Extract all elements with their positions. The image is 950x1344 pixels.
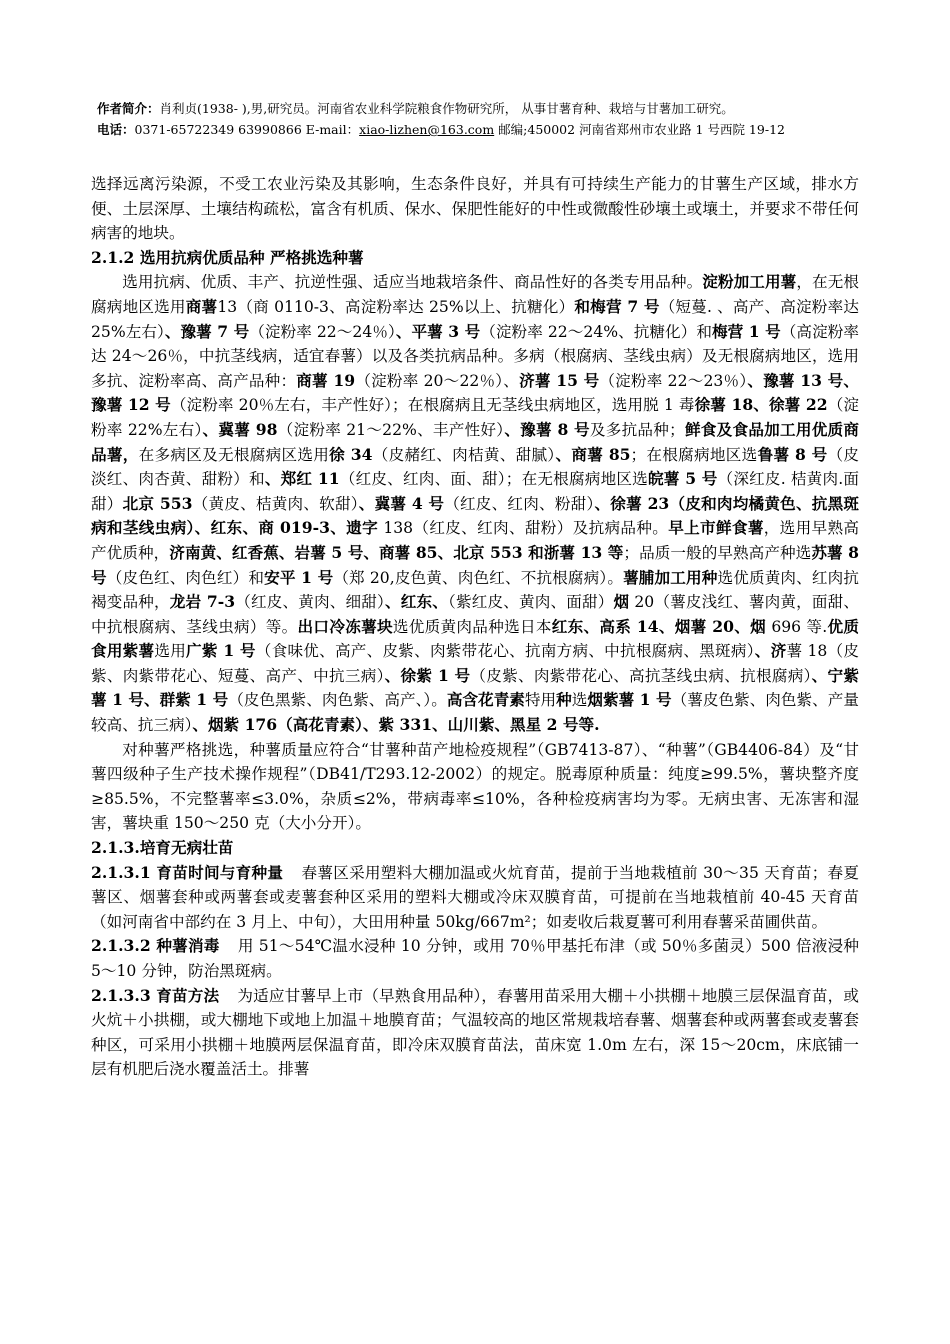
variety-text: （淀粉率 22%左右） xyxy=(91,396,859,439)
document-body xyxy=(91,172,859,1082)
postal-address: 邮编;450002 河南省郑州市农业路 1 号西院 19-12 xyxy=(494,122,785,137)
variety-name: 出口冷冻薯块 xyxy=(297,616,393,636)
variety-text: （淀粉率 22～24%、抗糖化）和 xyxy=(480,322,713,341)
variety-text: （皮色红、肉色红）和 xyxy=(106,568,265,587)
variety-text: （红皮、红肉、粉甜） xyxy=(444,494,595,513)
text-2-1-3-3: 为适应甘薯早上市（早熟食用品种），春薯用苗采用大棚＋小拱棚＋地膜三层保温育苗，或火炕＋小拱棚，或大棚地下或地上加温＋地膜育苗；气温较高的地区常规栽培春薯、烟薯套种或两薯套或麦薯套种区，可采用小拱棚＋地膜两层保温育苗，即冷床双膜育苗法，苗床宽 1.0m 左右，深 15～20cm，床底铺一层有机肥后浇水覆盖活土。排薯 xyxy=(91,986,859,1079)
variety-name: 、豫薯 8 号 xyxy=(504,419,590,439)
variety-name: 、商薯 85 xyxy=(555,444,631,464)
variety-text: 696 等. xyxy=(766,617,828,636)
contact-line xyxy=(97,119,897,140)
variety-name: 、冀薯 98 xyxy=(202,419,278,439)
variety-text: （黄皮、桔黄肉、软甜） xyxy=(192,494,359,513)
variety-text: （红皮、红肉、面、甜）；在无根腐病地区选 xyxy=(339,470,648,489)
text-2-1-3-2: 用 51～54℃温水浸种 10 分钟，或用 70％甲基托布津（或 50％多菌灵）500 倍液浸种 5～10 分钟，防治黑斑病。 xyxy=(91,937,859,980)
heading-2-1-3: 2.1.3.培育无病壮苗 xyxy=(91,838,234,858)
variety-name: 薯脯加工用种 xyxy=(623,567,718,587)
variety-text: 选用抗病、优质、丰产、抗逆性强、适应当地栽培条件、商品性好的各类专用品种。 xyxy=(122,273,703,292)
variety-text: （高淀粉率达 24～26％，中抗茎线病，适宜春薯）以及各类抗病品种。多病（根腐病、茎线虫病）及无根腐病地区，选用多抗、淀粉率高、高产品种： xyxy=(91,322,859,390)
section-2-1-3-1 xyxy=(91,861,859,935)
variety-text: （淀粉率 22～23％） xyxy=(599,371,748,390)
variety-name: 商薯 19 xyxy=(296,370,356,390)
variety-name: 烟紫薯 1 号 xyxy=(587,690,672,710)
heading-2-1-2: 2.1.2 选用抗病优质品种 严格挑选种薯 xyxy=(91,247,364,267)
variety-text: ；在根腐病地区选 xyxy=(630,445,758,464)
heading-2-1-3-2: 2.1.3.2 种薯消毒 xyxy=(91,936,220,956)
variety-text: （皮赭红、肉桔黄、甜腻） xyxy=(372,445,556,464)
variety-name: 苏薯 8 号 xyxy=(91,542,859,587)
variety-text: 138（红皮、红肉、甜粉）及抗病品种。 xyxy=(378,519,669,538)
variety-name: 广紫 1 号 xyxy=(186,641,256,661)
variety-text: （短蔓. 、高产、高淀粉率达 25%左右） xyxy=(91,297,859,341)
variety-name: 安平 1 号 xyxy=(264,567,334,587)
paragraph-site-selection: 选择远离污染源，不受工农业污染及其影响，生态条件良好，并具有可持续生产能力的甘薯生产区域，排水方便、土层深厚、土壤结构疏松，富含有机质、保水、保肥性能好的中性或微酸性砂壤土或壤土，并要求不带任何病害的地块。 xyxy=(91,175,859,243)
variety-name: 、济 xyxy=(754,641,787,661)
variety-name: 北京 553 xyxy=(122,493,193,513)
variety-text: ，选用早熟高产优质种， xyxy=(91,519,859,562)
variety-text: （皮色黑紫、肉色紫、高产、）。 xyxy=(228,691,447,710)
variety-text: 特用 xyxy=(524,691,557,710)
variety-name: 、烟紫 176（高花青素）、紫 331、山川紫、黑星 2 号等. xyxy=(192,715,600,735)
variety-name: 商薯 xyxy=(185,296,218,316)
variety-text: （淀粉率 20～22％）、 xyxy=(355,371,520,390)
variety-text: 13（商 0110-3、高淀粉率达 25%以上、抗糖化） xyxy=(217,297,575,316)
variety-name: 烟 xyxy=(613,592,630,612)
variety-text: （皮紫、肉紫带花心、高抗茎线虫病、抗根腐病） xyxy=(470,666,812,685)
heading-2-1-3-1: 2.1.3.1 育苗时间与育种量 xyxy=(91,862,284,882)
variety-text: （郑 20,皮色黄、肉色红、不抗根腐病）。 xyxy=(333,568,624,587)
variety-text: （深红皮. 桔黄肉.面甜） xyxy=(91,470,859,513)
variety-text: 选用 xyxy=(154,642,187,661)
variety-name: 、郑红 11 xyxy=(264,469,340,489)
variety-text: 选 xyxy=(571,691,588,710)
variety-text: （食味优、高产、皮紫、肉紫带花心、抗南方病、中抗根腐病、黑斑病） xyxy=(255,642,755,661)
variety-name: 、徐紫 1 号 xyxy=(384,665,471,685)
variety-name: 鲁薯 8 号 xyxy=(757,444,828,464)
variety-name: 和梅营 7 号 xyxy=(574,296,660,316)
paragraph-varieties xyxy=(91,270,859,737)
variety-name: 、宁紫薯 1 号、群紫 1 号 xyxy=(91,665,859,710)
variety-name: 梅营 1 号 xyxy=(712,321,781,341)
variety-name: 、冀薯 4 号 xyxy=(358,493,445,513)
variety-name: 高含花青素 xyxy=(446,690,525,710)
variety-text: （淀粉率 20％左右，丰产性好）；在根腐病且无茎线虫病地区，选用脱 1 毒 xyxy=(170,396,695,415)
variety-name: 淀粉加工用薯 xyxy=(702,272,797,292)
variety-name: 种 xyxy=(556,690,572,710)
variety-text: （淀粉率 21～22%、丰产性好） xyxy=(277,420,505,439)
variety-text: （紫红皮、黄肉、面甜） xyxy=(447,593,614,612)
variety-text: 在多病区及无根腐病区选用 xyxy=(138,445,330,464)
section-2-1-3-3 xyxy=(91,984,859,1082)
email-link[interactable]: xiao-lizhen@163.com xyxy=(359,122,495,137)
variety-name: 徐 34 xyxy=(329,444,373,464)
variety-text: 选优质黄肉品种选日本 xyxy=(392,617,552,636)
variety-name: 、豫薯 7 号 xyxy=(164,321,250,341)
variety-text: 及多抗品种； xyxy=(589,420,685,439)
paragraph-seed-quality: 对种薯严格挑选，种薯质量应符合“甘薯种苗产地检疫规程”（GB7413-87）、“种薯”（GB4406-84）及“甘薯四级种子生产技术操作规程”（DB41/T293.12-2002）的规定。脱毒原种质量：纯度≥99.5%，薯块整齐度≥85.5%，不完整薯率≤3.0%，杂质≤2%，带病毒率≤10%，各种检疫病害均为零。无病虫害、无冻害和湿害，薯块重 150～250 克（大小分开）。 xyxy=(91,740,859,833)
variety-name: 优质食用紫薯 xyxy=(91,616,859,661)
variety-name: 徐薯 18、徐薯 22 xyxy=(694,395,828,415)
variety-name: 早上市鲜食薯 xyxy=(668,518,764,538)
variety-text: （皮淡红、肉杏黄、甜粉）和 xyxy=(91,445,859,489)
variety-name: 、徐薯 23（皮和肉均橘黄色、抗黑斑病和茎线虫病）、红东、商 019-3、遗字 xyxy=(91,493,860,538)
author-bio: 肖利贞(1938- ),男,研究员。河南省农业科学院粮食作物研究所， 从事甘薯育种、栽培与甘薯加工研究。 xyxy=(159,101,734,116)
variety-name: 鲜食及食品加工用优质商品薯， xyxy=(91,419,859,464)
variety-name: 济南黄、红香蕉、岩薯 5 号、商薯 85、北京 553 和浙薯 13 等 xyxy=(169,542,624,562)
variety-text: 20（薯皮浅红、薯肉黄，面甜、中抗根腐病、茎线虫病）等。 xyxy=(91,593,860,636)
variety-text: （红皮、黄肉、细甜） xyxy=(235,593,385,612)
heading-2-1-3-3: 2.1.3.3 育苗方法 xyxy=(91,985,220,1005)
variety-text: 选优质黄肉、红肉抗褐变品种， xyxy=(91,568,859,612)
author-bio-line xyxy=(97,98,897,119)
variety-text: （淀粉率 22～24％） xyxy=(249,322,396,341)
variety-text: 薯 18（皮紫、肉紫带花心、短蔓、高产、中抗三病） xyxy=(91,642,859,685)
variety-name: 红东、高系 14、烟薯 20、烟 xyxy=(551,616,767,636)
author-label: 作者简介： xyxy=(97,101,160,116)
text-2-1-3-1: 春薯区采用塑料大棚加温或火炕育苗，提前于当地栽植前 30～35 天育苗；春夏薯区、烟薯套种或两薯套或麦薯套种区采用的塑料大棚或冷床双膜育苗，可提前在当地栽植前 40-45 天育苗（如河南省中部约在 3 月上、中旬），大田用种量 50kg/667m²；如麦收后栽夏薯可利用春薯采苗圃供苗。 xyxy=(91,863,859,931)
variety-text: （薯皮色紫、肉色紫、产量较高、抗三病） xyxy=(91,691,859,735)
author-info xyxy=(97,98,897,140)
variety-name: 、豫薯 13 号、豫薯 12 号 xyxy=(91,370,859,415)
variety-name: 、红东、 xyxy=(384,592,448,612)
phone-text: 0371-65722349 63990866 E-mail： xyxy=(134,122,360,137)
phone-label: 电话： xyxy=(97,122,135,137)
variety-name: 、平薯 3 号 xyxy=(395,321,481,341)
variety-name: 济薯 15 号 xyxy=(519,370,600,390)
section-2-1-3-2 xyxy=(91,934,859,983)
variety-name: 皖薯 5 号 xyxy=(647,469,718,489)
variety-text: ；品质一般的早熟高产种选 xyxy=(623,543,812,562)
variety-name: 龙岩 7-3 xyxy=(169,592,236,612)
variety-text: ，在无根腐病地区选用 xyxy=(91,273,859,316)
